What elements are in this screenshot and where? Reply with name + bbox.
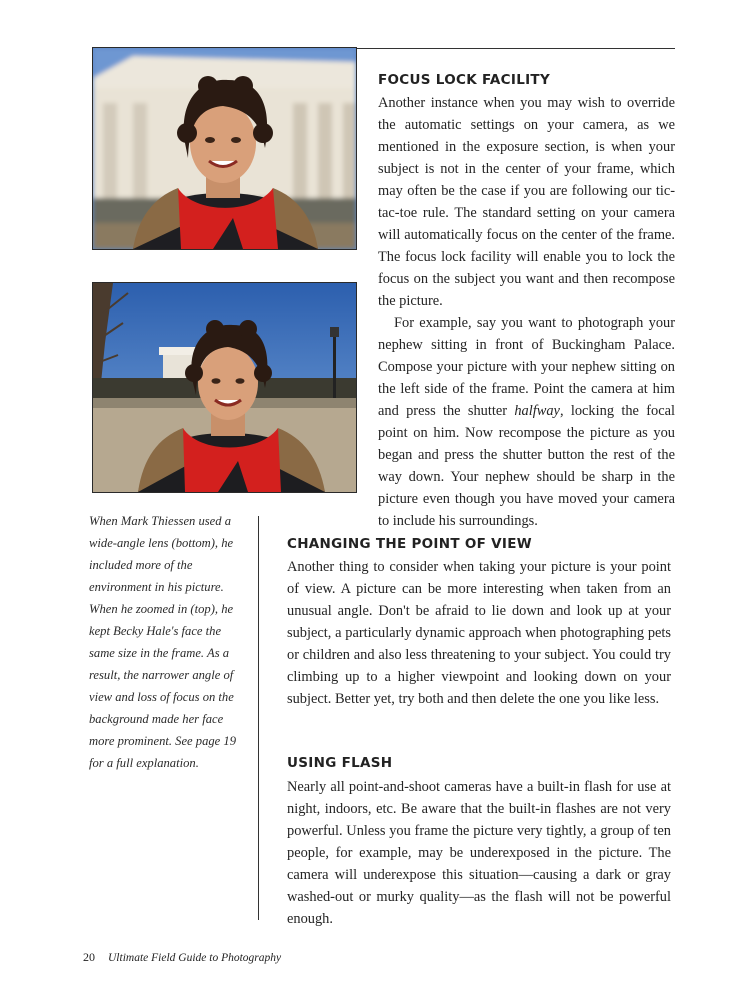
book-title: Ultimate Field Guide to Photography [108,952,282,964]
italic-halfway: halfway [514,403,560,419]
focus-lock-body [378,92,675,532]
woman-red-scarf-zoomed-photo [92,47,357,250]
top-rule [357,48,675,49]
heading-focus-lock: FOCUS LOCK FACILITY [378,72,551,88]
using-flash-paragraph: Nearly all point-and-shoot cameras have a built-in flash for use at night, indoors, etc. Be aware that the built-in flashes are not very powerful. Unless you frame the picture very tightly, a group of ten people, for example, may be underexposed in the picture. The camera will underexpose this situation—causing a dark or gray washed-out or murky quality—as the flash will not be powerful enough. [287,779,671,927]
photo-caption: When Mark Thiessen used a wide-angle lens (bottom), he included more of the environment in his picture. When he zoomed in (top), he kept Becky Hale's face the same size in the frame. As a result, the narrower angle of view and loss of focus on the background made her face more prominent. See page 19 for a full explanation. [89,514,237,770]
heading-using-flash: USING FLASH [287,755,393,771]
point-of-view-body [287,556,671,710]
heading-point-of-view: CHANGING THE POINT OF VIEW [287,536,532,552]
using-flash-body [287,776,671,930]
page-number: 20 [83,950,95,964]
page-footer [83,950,281,965]
woman-red-scarf-wide-angle-photo [92,282,357,493]
focus-lock-paragraph-2: For example, say you want to photograph your nephew sitting in front of Buckingham Palace. Compose your picture with your nephew sitting on the left side of the frame. Point the camera at him and press the shutter halfway, locking the focal point on him. Now recompose the picture as you began and press the shutter button the rest of the way down. Your nephew should be sharp in the picture even though you have moved your camera to include his surroundings. [378,315,675,529]
caption-divider [258,516,259,920]
point-of-view-paragraph: Another thing to consider when taking your picture is your point of view. A picture can be more interesting when taken from an unusual angle. Don't be afraid to lie down and look up at your subject, a particularly dynamic approach when photographing pets or children and also less threatening to your subject. You could try climbing up to a higher viewpoint and looking down on your subject. Better yet, try both and then delete the one you like less. [287,559,671,707]
focus-lock-paragraph-1: Another instance when you may wish to override the automatic settings on your camera, as we mentioned in the exposure section, is when your subject is not in the center of your frame, which may often be the case if you are following our tic-tac-toe rule. The standard setting on your camera will automatically focus on the center of the frame. The focus lock facility will enable you to lock the focus on the subject you want and then recompose the picture. [378,95,675,309]
